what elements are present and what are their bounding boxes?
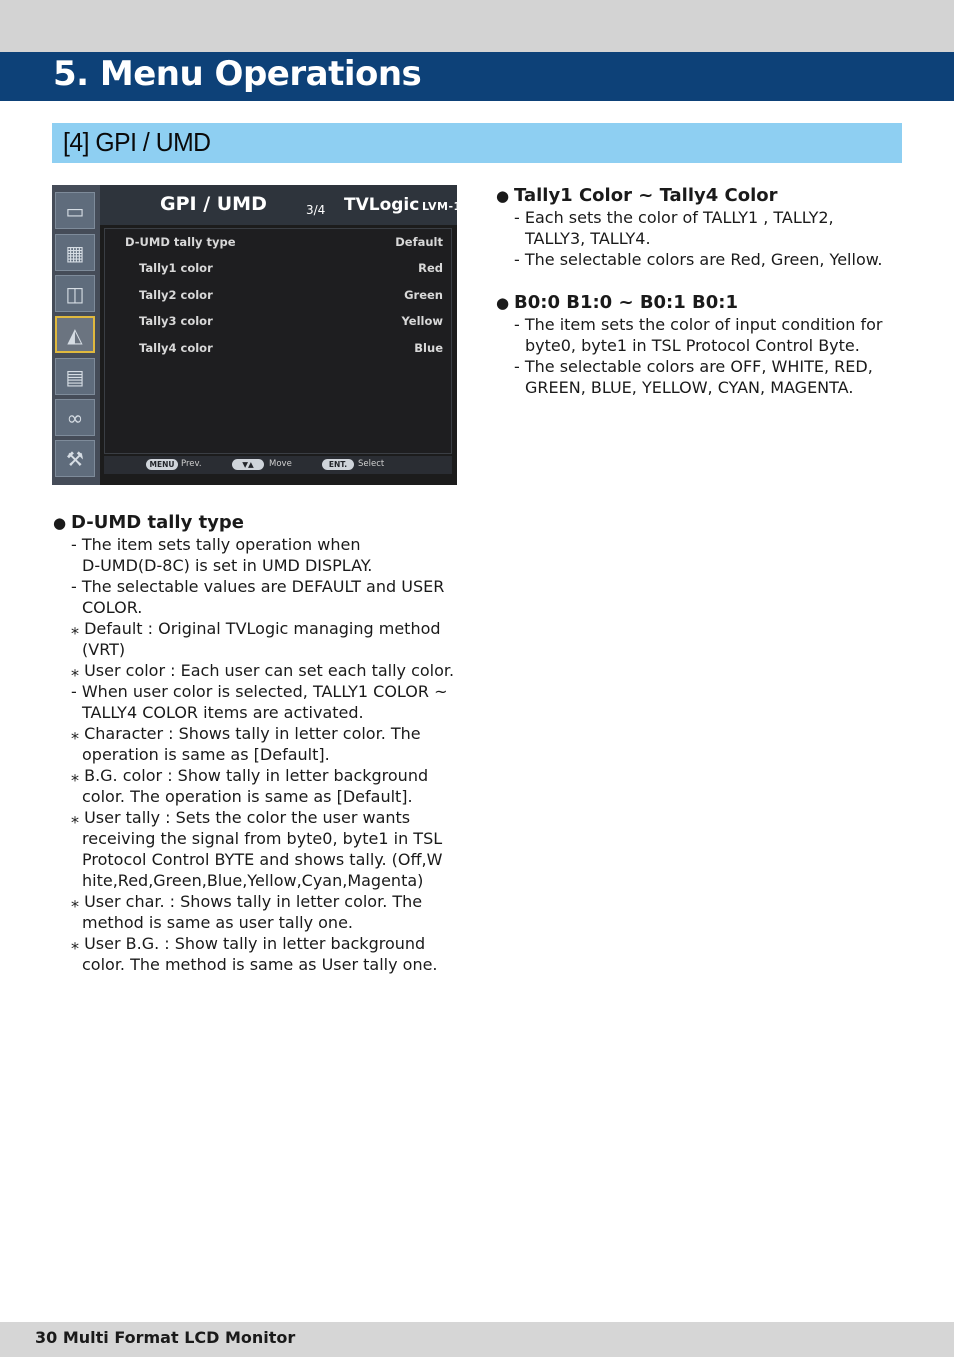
- osd-header: [100, 185, 487, 225]
- text-line: ⁎ User color : Each user can set each tally color.: [71, 661, 455, 680]
- text-line: byte0, byte1 in TSL Protocol Control Byte.: [525, 336, 860, 355]
- osd-title: GPI / UMD: [160, 193, 267, 215]
- gpi-umd-icon: ◭: [55, 316, 95, 353]
- text-line: ⁎ Character : Shows tally in letter color. The: [71, 724, 421, 743]
- osd-row: [105, 314, 453, 334]
- color-window-icon: ▦: [55, 234, 95, 271]
- text-line: - The selectable colors are Red, Green, Yellow.: [514, 250, 883, 269]
- osd-row: [105, 261, 453, 281]
- top-band: [0, 0, 954, 52]
- text-line: operation is same as [Default].: [82, 745, 330, 764]
- osd-row-label: Tally3 color: [139, 314, 213, 328]
- section-heading: ● B0:0 B1:0 ~ B0:1 B0:1: [496, 292, 739, 313]
- move-key: ▼▲: [232, 459, 264, 470]
- osd-row-value: Default: [395, 235, 443, 249]
- osd-row-value: Blue: [414, 341, 443, 355]
- osd-row-label: Tally4 color: [139, 341, 213, 355]
- osd-row-label: D-UMD tally type: [125, 235, 236, 249]
- text-line: ⁎ B.G. color : Show tally in letter background: [71, 766, 429, 785]
- menu-key-label: Prev.: [181, 459, 202, 469]
- bullet-icon: ●: [496, 187, 510, 205]
- osd-model: LVM-170A: [422, 200, 487, 213]
- text-line: ⁎ Default : Original TVLogic managing method: [71, 619, 441, 638]
- text-line: - When user color is selected, TALLY1 COLOR ~: [71, 682, 448, 701]
- menu-key: MENU: [146, 459, 178, 470]
- wrench-icon: ⚒: [55, 440, 95, 477]
- osd-row-value: Green: [404, 288, 443, 302]
- osd-brand: TVLogic: [344, 195, 420, 215]
- tally-color-section: [496, 185, 916, 270]
- osd-row: [105, 288, 453, 308]
- text-line: hite,Red,Green,Blue,Yellow,Cyan,Magenta): [82, 871, 424, 890]
- layers-icon: ◫: [55, 275, 95, 312]
- text-line: receiving the signal from byte0, byte1 in TSL: [82, 829, 443, 848]
- d-umd-tally-type-section: [53, 512, 458, 975]
- section-heading: ● D-UMD tally type: [53, 512, 245, 533]
- text-line: COLOR.: [82, 598, 143, 617]
- osd-row-value: Yellow: [401, 314, 443, 328]
- text-line: color. The method is same as User tally one.: [82, 955, 438, 974]
- osd-menu-panel: [104, 228, 452, 454]
- text-line: (VRT): [82, 640, 126, 659]
- text-line: - The selectable colors are OFF, WHITE, RED,: [514, 357, 873, 376]
- text-line: color. The operation is same as [Default].: [82, 787, 413, 806]
- ent-key-label: Select: [358, 459, 385, 469]
- text-line: TALLY4 COLOR items are activated.: [82, 703, 364, 722]
- text-line: ⁎ User tally : Sets the color the user wants: [71, 808, 411, 827]
- bullet-icon: ●: [53, 514, 67, 532]
- osd-icon-rail: [52, 185, 100, 485]
- chapter-title: 5. Menu Operations: [53, 54, 422, 94]
- footer-text: 30 Multi Format LCD Monitor: [35, 1328, 296, 1347]
- section-title: [4] GPI / UMD: [63, 127, 211, 157]
- osd-row: [105, 341, 453, 361]
- osd-row: [105, 235, 453, 255]
- text-line: GREEN, BLUE, YELLOW, CYAN, MAGENTA.: [525, 378, 854, 397]
- text-line: D-UMD(D-8C) is set in UMD DISPLAY.: [82, 556, 373, 575]
- ent-key: ENT.: [322, 459, 354, 470]
- chapter-title-bar: [0, 52, 954, 101]
- text-line: ⁎ User B.G. : Show tally in letter background: [71, 934, 426, 953]
- text-line: ⁎ User char. : Shows tally in letter color. The: [71, 892, 423, 911]
- text-line: - Each sets the color of TALLY1 , TALLY2,: [514, 208, 834, 227]
- text-line: TALLY3, TALLY4.: [525, 229, 651, 248]
- section-heading: ● Tally1 Color ~ Tally4 Color: [496, 185, 778, 206]
- osd-row-value: Red: [418, 261, 443, 275]
- markers-icon: ▤: [55, 358, 95, 395]
- byte-condition-section: [496, 292, 916, 398]
- osd-footer: [104, 456, 452, 474]
- osd-page-indicator: 3/4: [306, 203, 326, 217]
- bullet-icon: ●: [496, 294, 510, 312]
- text-line: - The item sets tally operation when: [71, 535, 361, 554]
- text-line: Protocol Control BYTE and shows tally. (Off,W: [82, 850, 443, 869]
- audio-icon: ∞: [55, 399, 95, 436]
- osd-menu-screenshot: [52, 185, 487, 485]
- move-key-label: Move: [269, 459, 292, 469]
- text-line: - The item sets the color of input condition for: [514, 315, 883, 334]
- text-line: - The selectable values are DEFAULT and USER: [71, 577, 445, 596]
- osd-row-label: Tally2 color: [139, 288, 213, 302]
- osd-row-label: Tally1 color: [139, 261, 213, 275]
- section-title-bar: [52, 123, 902, 163]
- monitor-icon: ▭: [55, 192, 95, 229]
- page-footer: [0, 1322, 954, 1357]
- text-line: method is same as user tally one.: [82, 913, 353, 932]
